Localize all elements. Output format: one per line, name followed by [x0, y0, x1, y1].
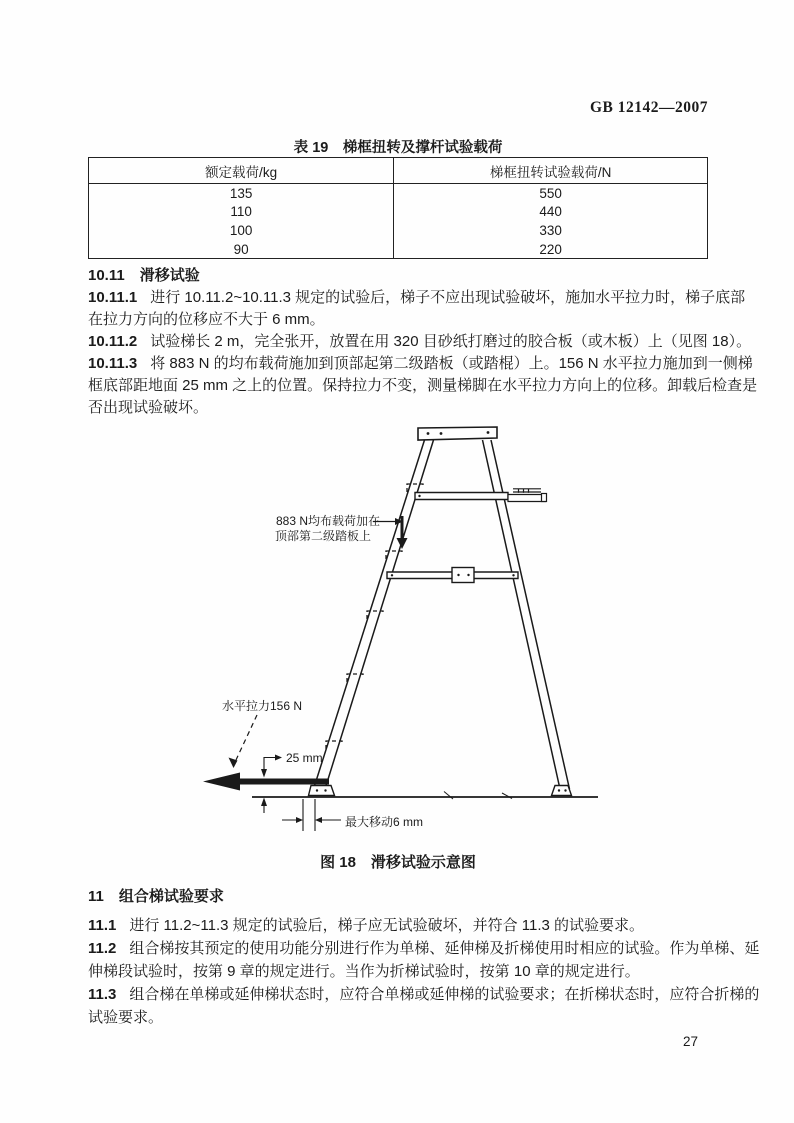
section-heading-text: 组合梯试验要求 [118, 888, 224, 905]
table19-cell: 440 [539, 204, 562, 220]
table19-header-row [89, 158, 708, 184]
clause-number: 10.11.2 [88, 333, 138, 350]
ladder-rear-foot [552, 786, 572, 796]
table19-row [89, 202, 708, 221]
table19-body [89, 184, 708, 259]
table19-header [89, 158, 708, 184]
clause-line [88, 309, 716, 331]
clause-text: 伸梯段试验时，按第 9 章的规定进行。当作为折梯试验时，按第 10 章的规定进行。 [88, 963, 640, 980]
table19 [88, 157, 708, 259]
clause-text: 将 883 N 的均布载荷施加到顶部起第二级踏板（或踏棍）上。156 N 水平拉力施加到一侧梯 [150, 355, 753, 372]
table19-column-header: 梯框扭转试验载荷/N [394, 158, 708, 184]
table19-row [89, 184, 708, 203]
clause-text: 在拉力方向的位移应不大于 6 mm。 [88, 311, 325, 328]
page-number: 27 [683, 1034, 699, 1049]
dim-6mm [282, 799, 341, 831]
figure18-caption: 图 18 滑移试验示意图 [320, 854, 476, 871]
clause-number: 10.11.1 [88, 289, 138, 306]
table19-cell: 135 [89, 184, 394, 203]
spreader-bar [387, 568, 518, 583]
clause-number: 10.11.3 [88, 355, 138, 372]
clause-text: 组合梯在单梯或延伸梯状态时，应符合单梯或延伸梯的试验要求；在折梯状态时，应符合折梯的 [129, 986, 760, 1003]
clause-text: 试验梯长 2 m，完全张开，放置在用 320 目砂纸打磨过的胶合板（或木板）上（见图 18）。 [150, 333, 752, 350]
section-11 [88, 886, 760, 1029]
clause-text: 试验要求。 [88, 1009, 164, 1026]
clause-number: 11.2 [88, 940, 117, 957]
clause-text: 框底部距地面 25 mm 之上的位置。保持拉力不变，测量梯脚在水平拉力方向上的位移。卸载后检查是 [88, 377, 758, 394]
clause-number: 11.1 [88, 917, 117, 934]
table19-row [89, 240, 708, 259]
section-heading-text: 滑移试验 [139, 267, 200, 284]
clause-line [88, 331, 752, 353]
standard-number: GB 12142—2007 [589, 99, 708, 116]
table19-cell: 330 [539, 222, 562, 238]
table19-title: 表 19 梯框扭转及撑杆试验载荷 [293, 140, 503, 156]
clause-text: 组合梯按其预定的使用功能分别进行作为单梯、延伸梯及折梯使用时相应的试验。作为单梯、延 [129, 940, 760, 957]
figure-load-label-line1: 883 N均布载荷加在 [275, 514, 380, 528]
clause-line [88, 375, 758, 397]
figure-load-label-line2: 顶部第二级踏板上 [274, 529, 371, 543]
ground-tick [444, 792, 453, 800]
section-heading [88, 265, 716, 287]
table19-cell: 100 [89, 221, 394, 240]
section-10-11 [88, 265, 758, 419]
clause-line [88, 287, 746, 309]
table19-row [89, 221, 708, 240]
table19-cell: 550 [539, 185, 562, 201]
section-paragraphs [88, 287, 758, 419]
clause-line [88, 914, 716, 937]
section-heading-number: 10.11 [88, 267, 125, 284]
clause-line [88, 353, 753, 375]
ladder-top-cap [418, 427, 497, 440]
ladder-top-step [415, 493, 508, 500]
figure18-diagram [195, 420, 615, 845]
clause-line [88, 937, 760, 960]
table19-cell: 220 [539, 241, 562, 257]
table19-cell: 90 [89, 240, 394, 259]
clause-text: 进行 10.11.2~10.11.3 规定的试验后，梯子不应出现试验破坏，施加水平拉力时，梯子底部 [150, 289, 746, 306]
clause-line [88, 1006, 716, 1029]
clause-text: 进行 11.2~11.3 规定的试验后，梯子应无试验破坏，并符合 11.3 的试验要求。 [129, 917, 645, 934]
clause-text: 否出现试验破坏。 [88, 399, 209, 416]
figure-pull-label: 水平拉力156 N [222, 699, 303, 713]
pull-label-leader [229, 715, 258, 768]
clause-number: 11.3 [88, 986, 117, 1003]
figure-dim-25mm-label: 25 mm [286, 751, 323, 765]
clause-line [88, 983, 760, 1006]
table19-column-header: 额定载荷/kg [89, 158, 394, 184]
section-heading [88, 886, 716, 908]
section-paragraphs [88, 914, 760, 1029]
clause-line [88, 960, 716, 983]
ladder-front-foot [309, 786, 335, 796]
load-fixture [508, 489, 547, 502]
clause-line [88, 397, 716, 419]
table19-cell: 110 [89, 202, 394, 221]
section-heading-number: 11 [88, 888, 104, 905]
figure-dim-6mm-label: 最大移动6 mm [345, 815, 424, 829]
